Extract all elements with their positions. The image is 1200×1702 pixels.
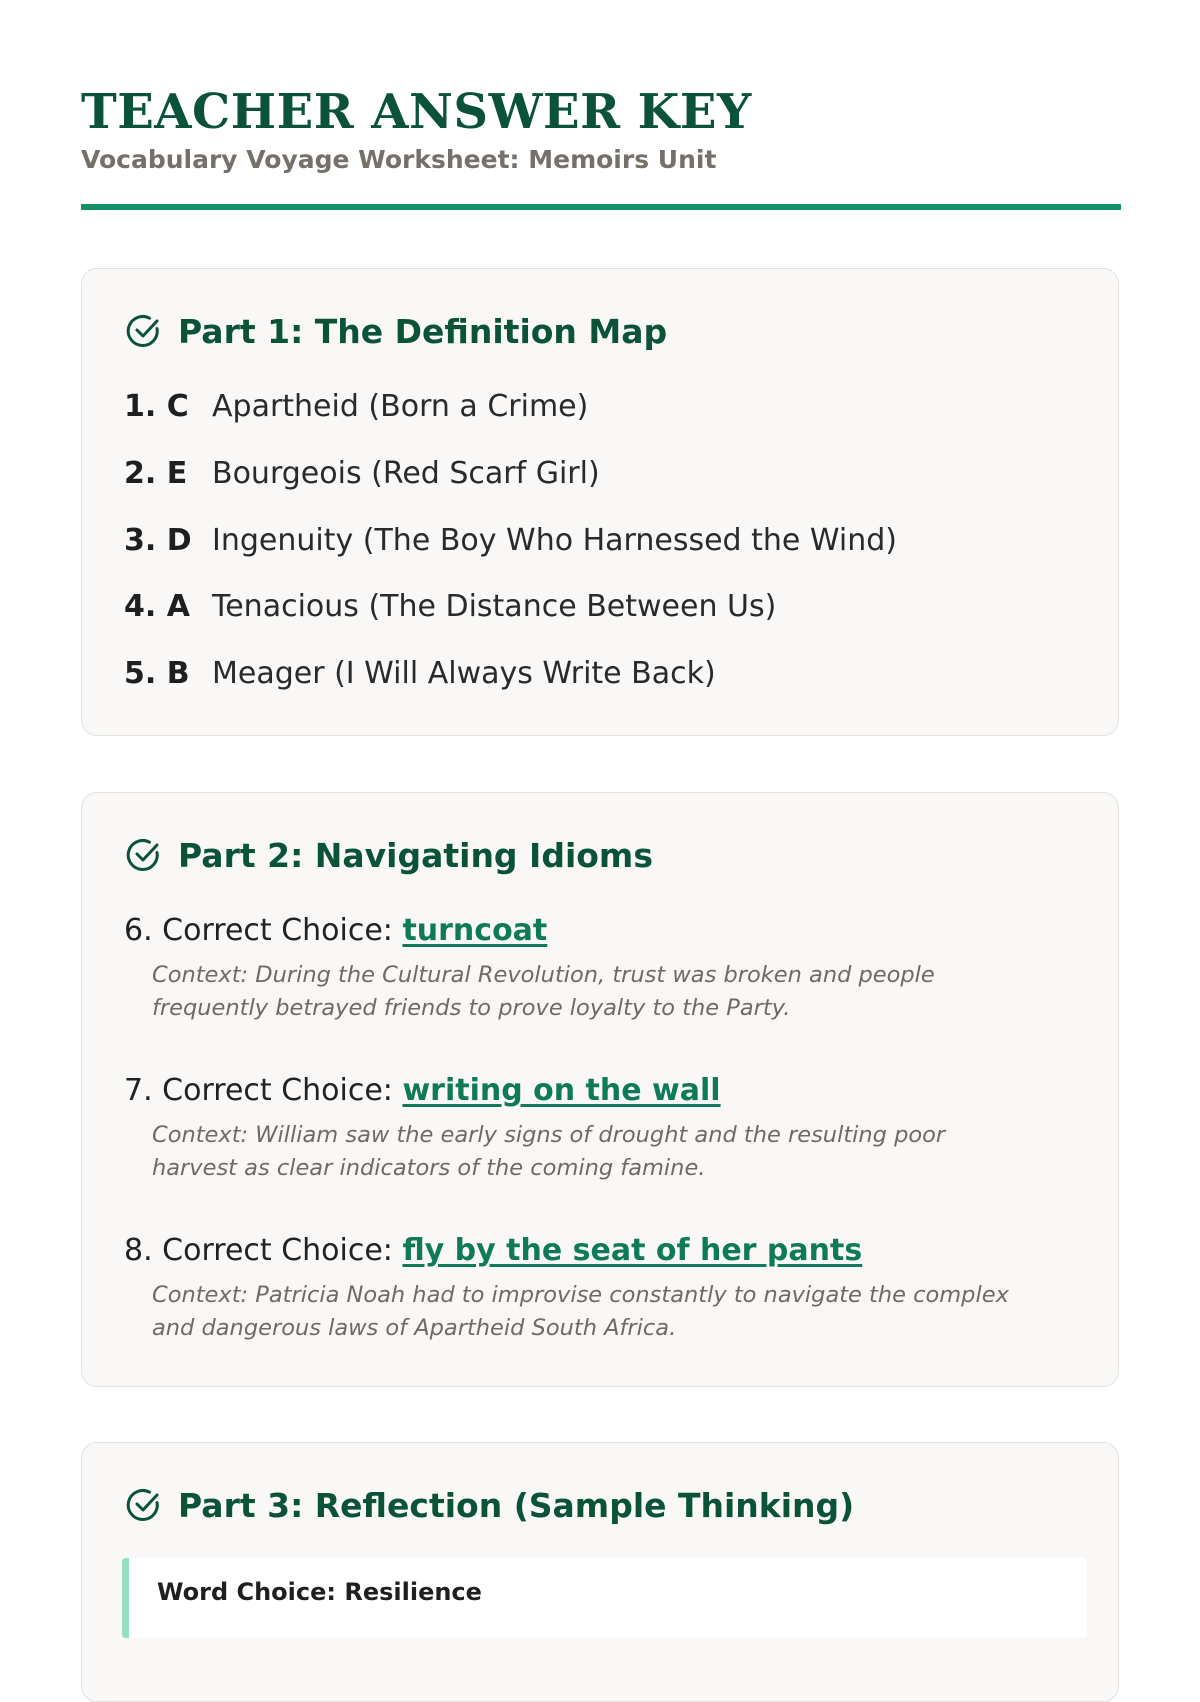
context-note: Context: William saw the early signs of drought and the resulting poor harvest as clear indicators of the coming famine. bbox=[152, 1122, 946, 1181]
idiom-question bbox=[124, 1231, 1054, 1271]
correct-answer: fly by the seat of her pants bbox=[402, 1233, 863, 1268]
idiom-item bbox=[124, 911, 1054, 1025]
context-note: Context: Patricia Noah had to improvise constantly to navigate the complex and dangerous laws of Apartheid South Africa. bbox=[152, 1282, 1009, 1341]
part1-card bbox=[81, 268, 1119, 736]
list-item bbox=[124, 587, 776, 627]
list-item bbox=[124, 521, 897, 561]
item-word: Ingenuity (The Boy Who Harnessed the Wind) bbox=[212, 523, 897, 558]
list-item bbox=[124, 387, 588, 427]
header-divider bbox=[81, 204, 1121, 210]
item-word: Apartheid (Born a Crime) bbox=[212, 389, 589, 424]
choice-label: 6. Correct Choice: bbox=[124, 913, 403, 948]
part1-header bbox=[124, 311, 667, 351]
choice-label: 7. Correct Choice: bbox=[124, 1073, 403, 1108]
idiom-question bbox=[124, 911, 1054, 951]
page-title: TEACHER ANSWER KEY bbox=[81, 84, 752, 140]
page-subtitle: Vocabulary Voyage Worksheet: Memoirs Unit bbox=[81, 145, 717, 174]
part2-card bbox=[81, 792, 1119, 1387]
item-number: 1. C bbox=[124, 389, 189, 424]
answer-key-page bbox=[81, 0, 1121, 1606]
part1-title: Part 1: The Definition Map bbox=[178, 311, 668, 351]
context-note: Context: During the Cultural Revolution, trust was broken and people frequently betrayed friends to prove loyalty to the Party. bbox=[152, 962, 935, 1021]
item-number: 4. A bbox=[124, 589, 190, 624]
correct-answer: writing on the wall bbox=[402, 1073, 721, 1108]
item-word: Meager (I Will Always Write Back) bbox=[212, 656, 716, 691]
part3-header bbox=[124, 1485, 854, 1525]
item-number: 3. D bbox=[124, 523, 192, 558]
item-word: Tenacious (The Distance Between Us) bbox=[212, 589, 777, 624]
idiom-question bbox=[124, 1071, 1054, 1111]
part3-card bbox=[81, 1442, 1119, 1702]
part3-title: Part 3: Reflection (Sample Thinking) bbox=[178, 1485, 855, 1525]
check-circle-icon bbox=[124, 1485, 164, 1525]
idiom-item bbox=[124, 1071, 1054, 1185]
part2-header bbox=[124, 835, 653, 875]
item-number: 2. E bbox=[124, 456, 188, 491]
word-choice-label: Word Choice: Resilience bbox=[157, 1578, 482, 1606]
check-circle-icon bbox=[124, 835, 164, 875]
choice-label: 8. Correct Choice: bbox=[124, 1233, 403, 1268]
reflection-box bbox=[122, 1558, 1087, 1638]
header bbox=[81, 0, 1121, 210]
item-number: 5. B bbox=[124, 656, 190, 691]
list-item bbox=[124, 654, 716, 694]
idiom-item bbox=[124, 1231, 1054, 1345]
correct-answer: turncoat bbox=[402, 913, 548, 948]
check-circle-icon bbox=[124, 311, 164, 351]
item-word: Bourgeois (Red Scarf Girl) bbox=[212, 456, 600, 491]
list-item bbox=[124, 454, 600, 494]
part2-title: Part 2: Navigating Idioms bbox=[178, 835, 653, 875]
